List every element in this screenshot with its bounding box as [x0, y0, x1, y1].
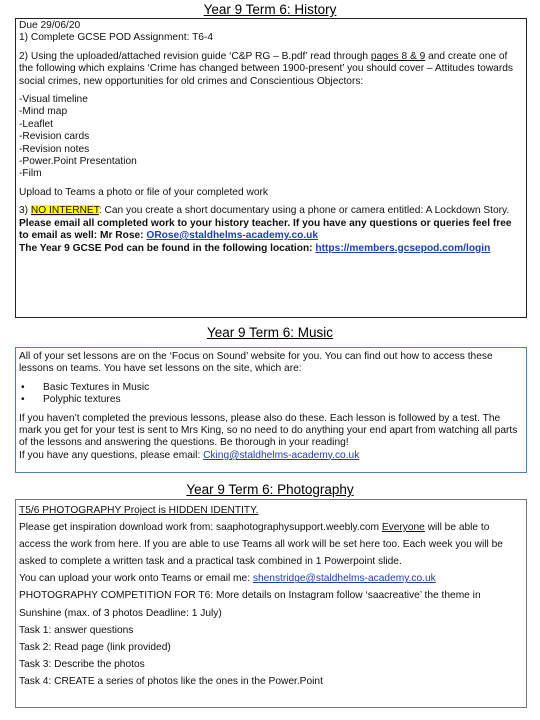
- history-heading: Year 9 Term 6: History: [203, 2, 337, 17]
- photography-upload: You can upload your work onto Teams or email me: shenstridge@staldhelms-academy.co.uk: [19, 573, 436, 585]
- music-contact: If you have any questions, please email: Cking@staldhelms-academy.co.uk: [19, 449, 360, 461]
- history-box: [15, 18, 527, 318]
- history-task-2: 2) Using the uploaded/attached revision guide ‘C&P RG – B.pdf’ read through pages 8 & 9 and create one of the following which explains ‘Crime has changed between 1900-present’ you should cover – Attitudes towards social crimes, new opportunities for old crimes and Conscientious Objectors:: [19, 50, 514, 87]
- photography-task: Task 3: Describe the photos: [19, 658, 145, 670]
- option-item: -Leaflet: [19, 118, 53, 130]
- photography-competition: PHOTOGRAPHY COMPETITION FOR T6: More details on Instagram follow ‘saacreative’ the theme in Sunshine (max. of 3 photos Deadline: 1 July): [19, 590, 481, 619]
- photography-task: Task 4: CREATE a series of photos like the ones in the Power.Point: [19, 675, 323, 687]
- shenstridge-email-link[interactable]: shenstridge@staldhelms-academy.co.uk: [252, 573, 436, 585]
- history-upload: Upload to Teams a photo or file of your completed work: [19, 186, 268, 198]
- option-item: -Mind map: [19, 106, 68, 118]
- music-box: [15, 347, 527, 473]
- music-intro: All of your set lessons are on the ‘Focus on Sound’ website for you. You can find out how to access these lessons on teams. You have set lessons on the site, which are:: [19, 351, 493, 375]
- rose-email-link[interactable]: ORose@staldhelms-academy.co.uk: [146, 230, 319, 242]
- photography-heading: Year 9 Term 6: Photography: [186, 482, 354, 497]
- option-item: -Power.Point Presentation: [19, 156, 137, 168]
- photography-project: T5/6 PHOTOGRAPHY Project is HIDDEN IDENTITY.: [19, 505, 259, 516]
- history-task-1: 1) Complete GCSE POD Assignment: T6-4: [19, 32, 214, 44]
- no-internet-highlight: NO INTERNET: [30, 205, 99, 217]
- option-item: -Film: [19, 168, 42, 180]
- option-item: -Visual timeline: [19, 94, 88, 106]
- photography-task: Task 1: answer questions: [19, 624, 134, 636]
- pages-ref: pages 8 & 9: [370, 50, 426, 62]
- photography-task: Task 2: Read page (link provided): [19, 641, 171, 653]
- list-item: • Basic Textures in Music: [21, 381, 150, 393]
- history-email-line: Please email all completed work to your history teacher. If you have any questions or queries feel free to email as well: Mr Rose: ORose@staldhelms-academy.co.uk: [19, 217, 512, 242]
- music-paragraph: If you haven’t completed the previous lessons, please also do these. Each lesson is followed by a test. The mark you get for your test is sent to Mrs King, so no need to do anything your end apart from watching all parts of the lessons and answering the questions. Be thorough in your reading!: [19, 412, 518, 449]
- history-pod-line: The Year 9 GCSE Pod can be found in the following location: https://members.gcsepod.com/login: [19, 242, 491, 254]
- history-options-list: [19, 94, 523, 181]
- photography-box: [15, 499, 527, 708]
- history-due: Due 29/06/20: [19, 20, 81, 31]
- option-item: -Revision cards: [19, 131, 90, 143]
- music-heading: Year 9 Term 6: Music: [206, 325, 334, 340]
- gcsepod-link[interactable]: https://members.gcsepod.com/login: [315, 242, 491, 254]
- list-item: • Polyphic textures: [21, 394, 121, 406]
- photography-inspiration: Please get inspiration download work from: saaphotographysupport.weebly.com Everyone will be able to access the work from here. If you are able to use Teams all work will be set here too. Each week you will be asked to complete a written task and a practical task combined in 1 Powerpoint slide.: [19, 522, 503, 568]
- history-task-3: 3) NO INTERNET: Can you create a short documentary using a phone or camera entitled: A Lockdown Story.: [19, 205, 510, 217]
- option-item: -Revision notes: [19, 143, 90, 155]
- cking-email-link[interactable]: Cking@staldhelms-academy.co.uk: [203, 449, 360, 461]
